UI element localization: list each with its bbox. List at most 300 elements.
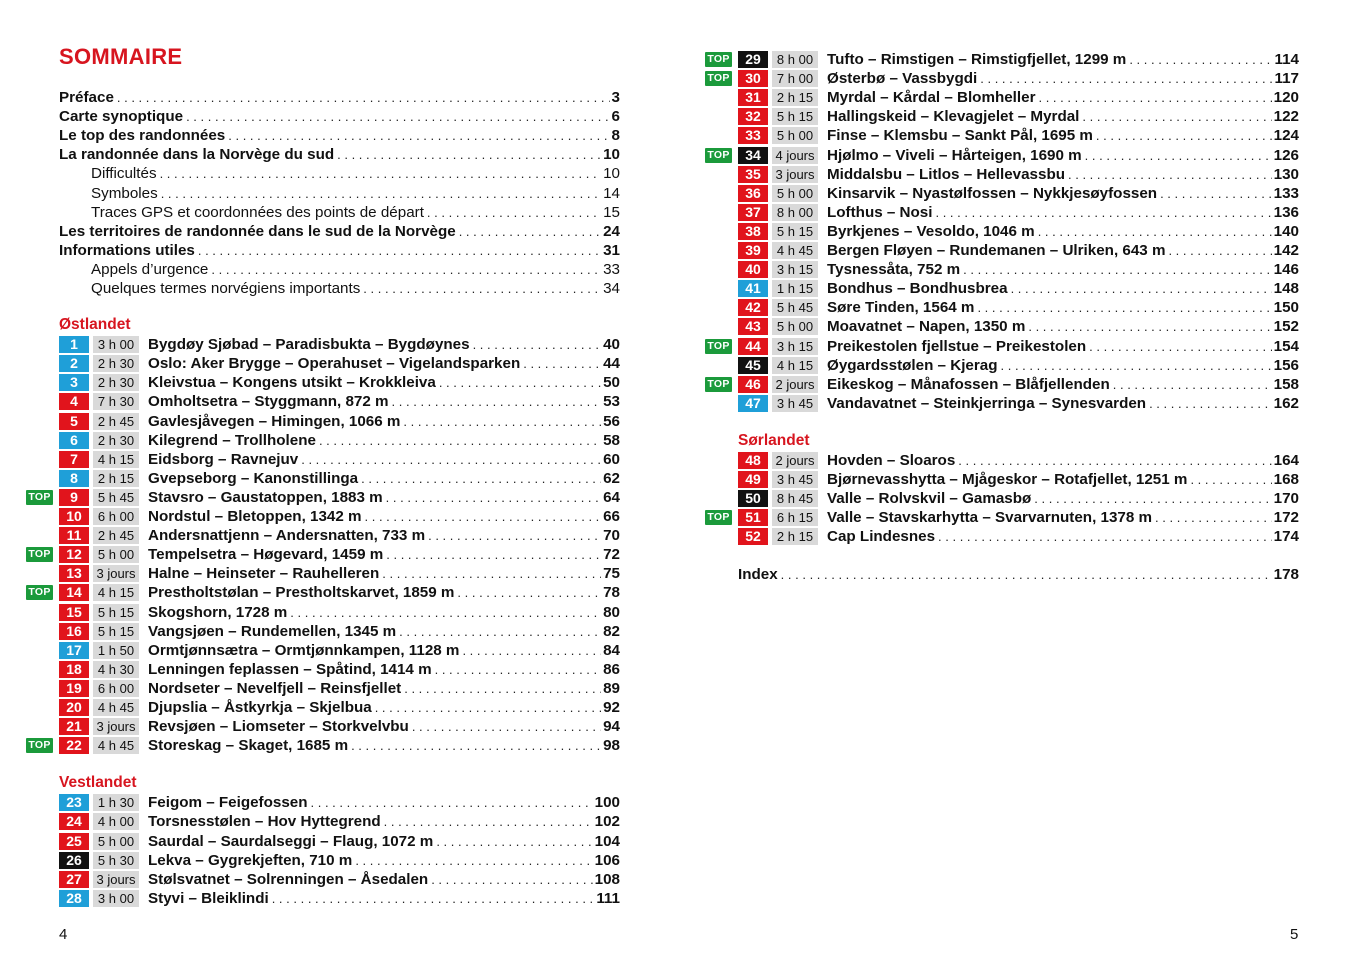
toc-entry-label: Lenningen feplassen – Spåtind, 1414 m [148, 660, 435, 679]
dot-leader [290, 603, 601, 622]
toc-entry-page: 89 [603, 679, 620, 697]
intro-entry[interactable] [91, 164, 620, 183]
route-entry[interactable] [148, 622, 620, 641]
dot-leader [1028, 317, 1271, 336]
toc-entry-label: Myrdal – Kårdal – Blomheller [827, 88, 1038, 107]
toc-entry-page: 154 [1273, 337, 1299, 355]
route-number-badge: 33 [738, 127, 768, 144]
toc-entry-page: 148 [1273, 280, 1299, 298]
toc-entry-page: 66 [603, 508, 620, 525]
route-number-badge: 30 [738, 70, 768, 87]
toc-entry-line [827, 165, 1299, 184]
route-entry[interactable] [827, 508, 1299, 527]
route-entry[interactable] [827, 69, 1299, 88]
route-entry[interactable] [148, 373, 620, 392]
route-duration: 3 h 45 [772, 471, 818, 488]
dot-leader [319, 431, 601, 450]
dot-leader [311, 793, 593, 812]
toc-entry-line [738, 565, 1299, 584]
route-entry[interactable] [148, 793, 620, 812]
toc-entry-page: 24 [603, 222, 620, 240]
toc-entry-page: 8 [611, 127, 620, 145]
toc-entry-page: 44 [603, 355, 620, 373]
dot-leader [781, 565, 1272, 584]
route-number-badge: 36 [738, 185, 768, 202]
dot-leader [392, 392, 602, 411]
route-number-badge: 39 [738, 242, 768, 259]
route-entry[interactable] [148, 832, 620, 851]
route-entry[interactable] [148, 717, 620, 736]
toc-entry-page: 92 [603, 699, 620, 716]
route-entry[interactable] [148, 488, 620, 507]
route-number-badge: 22 [59, 737, 89, 754]
route-duration: 5 h 45 [93, 489, 139, 506]
toc-entry-page: 162 [1273, 394, 1299, 412]
toc-entry-label: Feigom – Feigefossen [148, 793, 311, 812]
toc-entry-page: 72 [603, 546, 620, 564]
toc-entry-line [148, 622, 620, 641]
dot-leader [186, 107, 609, 126]
toc-entry-line [148, 679, 620, 698]
route-entry[interactable] [148, 507, 620, 526]
dot-leader [375, 698, 601, 717]
route-number-badge: 28 [59, 890, 89, 907]
toc-entry-line [148, 526, 620, 545]
toc-entry-label: Les territoires de randonnée dans le sud de la Norvège [59, 222, 459, 241]
route-duration: 8 h 00 [772, 204, 818, 221]
toc-entry-label: Torsnesstølen – Hov Hyttegrend [148, 812, 384, 831]
route-entry[interactable] [148, 545, 620, 564]
toc-entry-line [827, 508, 1299, 527]
toc-entry-label: Symboles [91, 184, 161, 203]
route-number-badge: 2 [59, 355, 89, 372]
top-badge: TOP [705, 339, 732, 354]
toc-entry-line [91, 184, 620, 203]
route-duration: 2 h 30 [93, 355, 139, 372]
route-duration: 2 h 30 [93, 432, 139, 449]
route-entry[interactable] [148, 641, 620, 660]
toc-entry-page: 136 [1273, 203, 1299, 221]
toc-entry-label: Revsjøen – Liomseter – Storkvelvbu [148, 717, 412, 736]
toc-entry-line [827, 375, 1299, 394]
route-entry[interactable] [148, 450, 620, 469]
toc-entry-line [827, 337, 1299, 356]
route-number-badge: 31 [738, 89, 768, 106]
route-entry[interactable] [148, 660, 620, 679]
toc-entry-line [827, 527, 1299, 546]
toc-entry-line [148, 545, 620, 564]
toc-entry-line [148, 335, 620, 354]
route-duration: 4 h 45 [93, 699, 139, 716]
toc-entry-line [827, 489, 1299, 508]
dot-leader [1085, 146, 1272, 165]
route-number-badge: 8 [59, 470, 89, 487]
dot-leader [1034, 489, 1271, 508]
toc-entry-label: Appels d’urgence [91, 260, 211, 279]
toc-entry-line [59, 126, 620, 145]
dot-leader [1068, 165, 1272, 184]
route-entry[interactable] [827, 184, 1299, 203]
route-entry[interactable] [827, 489, 1299, 508]
toc-entry-line [827, 184, 1299, 203]
dot-leader [1001, 356, 1272, 375]
toc-entry-label: Gvepseborg – Kanonstillinga [148, 469, 361, 488]
toc-entry-line [59, 107, 620, 126]
route-duration: 5 h 00 [772, 127, 818, 144]
route-entry[interactable] [827, 203, 1299, 222]
toc-entry-page: 86 [603, 660, 620, 678]
dot-leader [431, 870, 592, 889]
route-number-badge: 23 [59, 794, 89, 811]
toc-entry-line [827, 394, 1299, 413]
dot-leader [198, 241, 601, 260]
route-duration: 1 h 50 [93, 642, 139, 659]
route-duration: 3 h 45 [772, 395, 818, 412]
toc-entry-page: 60 [603, 450, 620, 468]
dot-leader [386, 488, 601, 507]
toc-entry-line [148, 641, 620, 660]
route-number-badge: 45 [738, 357, 768, 374]
route-entry[interactable] [827, 356, 1299, 375]
toc-entry-line [827, 241, 1299, 260]
toc-entry-page: 33 [603, 260, 620, 278]
toc-entry-label: Lofthus – Nosi [827, 203, 935, 222]
intro-entry[interactable] [59, 126, 620, 145]
route-number-badge: 17 [59, 642, 89, 659]
route-duration: 2 h 30 [93, 374, 139, 391]
toc-entry-label: Gavlesjåvegen – Himingen, 1066 m [148, 412, 403, 431]
dot-leader [523, 354, 601, 373]
route-entry[interactable] [148, 698, 620, 717]
toc-entry-line [148, 507, 620, 526]
toc-entry-label: Difficultés [91, 164, 160, 183]
dot-leader [1129, 50, 1272, 69]
dot-leader [211, 260, 601, 279]
toc-entry-page: 94 [603, 718, 620, 736]
toc-entry-label: Cap Lindesnes [827, 527, 938, 546]
route-entry[interactable] [827, 88, 1299, 107]
dot-leader [980, 69, 1272, 88]
route-duration: 5 h 15 [93, 604, 139, 621]
toc-entry-label: Storeskag – Skaget, 1685 m [148, 736, 351, 755]
route-number-badge: 46 [738, 376, 768, 393]
toc-entry-line [827, 222, 1299, 241]
route-duration: 5 h 00 [93, 546, 139, 563]
route-entry[interactable] [827, 375, 1299, 394]
route-entry[interactable] [148, 526, 620, 545]
route-entry[interactable] [148, 354, 620, 373]
route-entry[interactable] [148, 335, 620, 354]
toc-entry-label: Øygardsstølen – Kjerag [827, 356, 1001, 375]
route-entry[interactable] [827, 470, 1299, 489]
toc-entry-page: 146 [1273, 261, 1299, 279]
toc-entry-line [148, 736, 620, 755]
route-duration: 5 h 45 [772, 299, 818, 316]
toc-entry-page: 168 [1273, 471, 1299, 488]
toc-entry-label: Styvi – Bleiklindi [148, 889, 272, 908]
toc-entry-label: Omholtsetra – Styggmann, 872 m [148, 392, 392, 411]
toc-entry-label: Søre Tinden, 1564 m [827, 298, 977, 317]
toc-entry-page: 64 [603, 488, 620, 506]
toc-entry-label: Quelques termes norvégiens importants [91, 279, 363, 298]
intro-entry[interactable] [59, 241, 620, 260]
route-number-badge: 52 [738, 528, 768, 545]
toc-entry-line [827, 203, 1299, 222]
route-entry[interactable] [827, 126, 1299, 145]
route-entry[interactable] [827, 260, 1299, 279]
dot-leader [1038, 88, 1271, 107]
route-entry[interactable] [148, 392, 620, 411]
dot-leader [382, 564, 601, 583]
intro-entry[interactable] [91, 279, 620, 298]
route-duration: 6 h 15 [772, 509, 818, 526]
route-number-badge: 48 [738, 452, 768, 469]
toc-entry-line [827, 470, 1299, 489]
route-entry[interactable] [148, 583, 620, 602]
route-number-badge: 9 [59, 489, 89, 506]
toc-entry-label: Moavatnet – Napen, 1350 m [827, 317, 1028, 336]
dot-leader [435, 660, 602, 679]
toc-entry-page: 75 [603, 565, 620, 583]
route-duration: 4 h 15 [93, 584, 139, 601]
toc-entry-label: Ormtjønnsætra – Ormtjønnkampen, 1128 m [148, 641, 462, 660]
route-number-badge: 26 [59, 852, 89, 869]
toc-entry-page: 80 [603, 603, 620, 621]
toc-entry-line [827, 356, 1299, 375]
route-number-badge: 25 [59, 833, 89, 850]
route-duration: 3 h 15 [772, 261, 818, 278]
toc-entry-line [148, 832, 620, 851]
route-entry[interactable] [827, 222, 1299, 241]
toc-entry-line [148, 488, 620, 507]
dot-leader [977, 298, 1271, 317]
toc-entry-line [148, 698, 620, 717]
toc-entry-page: 142 [1273, 242, 1299, 259]
route-entry[interactable] [148, 412, 620, 431]
toc-entry-line [148, 889, 620, 908]
toc-entry-line [827, 146, 1299, 165]
page-number-right: 5 [1290, 926, 1299, 943]
dot-leader [384, 812, 593, 831]
route-entry[interactable] [827, 394, 1299, 413]
toc-entry-label: Kinsarvik – Nyastølfossen – Nykkjesøyfossen [827, 184, 1160, 203]
intro-entry[interactable] [91, 203, 620, 222]
route-duration: 4 h 00 [93, 813, 139, 830]
route-duration: 4 jours [772, 147, 818, 164]
dot-leader [403, 412, 601, 431]
toc-entry-line [148, 564, 620, 583]
toc-entry-label: Saurdal – Saurdalseggi – Flaug, 1072 m [148, 832, 436, 851]
toc-entry-page: 120 [1273, 89, 1299, 107]
toc-entry-label: Halne – Heinseter – Rauhelleren [148, 564, 382, 583]
dot-leader [1149, 394, 1272, 413]
toc-entry-page: 34 [603, 280, 620, 297]
dot-leader [459, 222, 601, 241]
route-number-badge: 50 [738, 490, 768, 507]
route-entry[interactable] [827, 317, 1299, 336]
route-number-badge: 38 [738, 223, 768, 240]
route-duration: 8 h 00 [772, 51, 818, 68]
route-entry[interactable] [148, 603, 620, 622]
toc-entry-label: La randonnée dans la Norvège du sud [59, 145, 337, 164]
route-number-badge: 13 [59, 565, 89, 582]
route-duration: 5 h 00 [93, 833, 139, 850]
dot-leader [386, 545, 601, 564]
toc-entry-page: 6 [611, 108, 620, 126]
route-duration: 4 h 30 [93, 661, 139, 678]
route-duration: 5 h 00 [772, 185, 818, 202]
dot-leader [301, 450, 601, 469]
dot-leader [117, 88, 610, 107]
route-number-badge: 19 [59, 680, 89, 697]
route-number-badge: 18 [59, 661, 89, 678]
toc-entry-line [148, 354, 620, 373]
toc-entry-line [148, 603, 620, 622]
route-entry[interactable] [148, 851, 620, 870]
route-entry[interactable] [827, 107, 1299, 126]
section-heading: Østlandet [59, 316, 131, 334]
toc-entry-page: 150 [1273, 299, 1299, 317]
toc-entry-label: Middalsbu – Litlos – Hellevassbu [827, 165, 1068, 184]
left-page [0, 0, 679, 969]
toc-entry-label: Nordstul – Bletoppen, 1342 m [148, 507, 365, 526]
route-number-badge: 41 [738, 280, 768, 297]
dot-leader [365, 507, 602, 526]
toc-entry-label: Kilegrend – Trollholene [148, 431, 319, 450]
toc-entry-label: Kleivstua – Kongens utsikt – Krokkleiva [148, 373, 439, 392]
intro-entry[interactable] [91, 260, 620, 279]
dot-leader [439, 373, 601, 392]
intro-entry[interactable] [59, 145, 620, 164]
page-number-left: 4 [59, 926, 68, 943]
toc-entry-line [59, 222, 620, 241]
toc-entry-line [59, 145, 620, 164]
toc-entry-page: 104 [594, 832, 620, 850]
toc-entry-label: Skogshorn, 1728 m [148, 603, 290, 622]
route-number-badge: 7 [59, 451, 89, 468]
toc-entry-line [91, 164, 620, 183]
toc-entry-line [148, 717, 620, 736]
toc-entry-line [91, 260, 620, 279]
toc-entry-label: Stavsro – Gaustatoppen, 1883 m [148, 488, 386, 507]
route-entry[interactable] [827, 241, 1299, 260]
route-entry[interactable] [827, 146, 1299, 165]
route-entry[interactable] [148, 736, 620, 755]
route-entry[interactable] [827, 451, 1299, 470]
toc-entry-label: Oslo: Aker Brygge – Operahuset – Vigelandsparken [148, 354, 523, 373]
toc-entry-label: Nordseter – Nevelfjell – Reinsfjellet [148, 679, 404, 698]
top-badge: TOP [705, 52, 732, 67]
dot-leader [404, 679, 601, 698]
toc-entry-page: 84 [603, 641, 620, 659]
intro-entry[interactable] [91, 184, 620, 203]
route-entry[interactable] [148, 469, 620, 488]
toc-entry-label: Valle – Rolvskvil – Gamasbø [827, 489, 1034, 508]
dot-leader [355, 851, 592, 870]
top-badge: TOP [26, 738, 53, 753]
route-number-badge: 44 [738, 338, 768, 355]
route-entry[interactable] [148, 889, 620, 908]
toc-entry-page: 58 [603, 431, 620, 449]
toc-entry-page: 78 [603, 584, 620, 602]
route-number-badge: 15 [59, 604, 89, 621]
toc-entry-line [827, 279, 1299, 298]
dot-leader [363, 279, 601, 298]
route-duration: 4 h 45 [772, 242, 818, 259]
toc-entry-line [148, 431, 620, 450]
dot-leader [361, 469, 601, 488]
dot-leader [1190, 470, 1271, 489]
toc-entry-line [827, 69, 1299, 88]
dot-leader [457, 583, 601, 602]
route-duration: 5 h 00 [772, 318, 818, 335]
route-duration: 3 h 00 [93, 890, 139, 907]
toc-entry-label: Tysnessåta, 752 m [827, 260, 963, 279]
toc-entry-line [827, 88, 1299, 107]
toc-entry-page: 50 [603, 374, 620, 392]
route-entry[interactable] [827, 298, 1299, 317]
route-number-badge: 49 [738, 471, 768, 488]
dot-leader [272, 889, 595, 908]
route-entry[interactable] [148, 679, 620, 698]
route-duration: 3 jours [93, 565, 139, 582]
route-entry[interactable] [148, 431, 620, 450]
intro-entry[interactable] [59, 107, 620, 126]
index-entry[interactable] [738, 565, 1299, 584]
route-duration: 2 h 15 [93, 470, 139, 487]
intro-entry[interactable] [59, 88, 620, 107]
toc-entry-label: Preikestolen fjellstue – Preikestolen [827, 337, 1089, 356]
toc-entry-label: Finse – Klemsbu – Sankt Pål, 1695 m [827, 126, 1096, 145]
toc-entry-line [148, 660, 620, 679]
route-entry[interactable] [148, 870, 620, 889]
route-entry[interactable] [148, 564, 620, 583]
toc-entry-page: 178 [1273, 566, 1299, 584]
route-entry[interactable] [827, 165, 1299, 184]
route-entry[interactable] [148, 812, 620, 831]
route-duration: 4 h 45 [93, 737, 139, 754]
route-entry[interactable] [827, 279, 1299, 298]
route-entry[interactable] [827, 337, 1299, 356]
toc-entry-page: 114 [1274, 51, 1299, 68]
route-duration: 4 h 15 [93, 451, 139, 468]
dot-leader [160, 164, 602, 183]
route-duration: 7 h 00 [772, 70, 818, 87]
route-duration: 3 jours [772, 166, 818, 183]
toc-entry-line [827, 298, 1299, 317]
route-duration: 8 h 45 [772, 490, 818, 507]
toc-entry-page: 111 [596, 889, 620, 907]
route-entry[interactable] [827, 50, 1299, 69]
route-duration: 5 h 30 [93, 852, 139, 869]
dot-leader [1089, 337, 1272, 356]
toc-entry-label: Carte synoptique [59, 107, 186, 126]
toc-entry-page: 106 [594, 851, 620, 869]
route-duration: 2 h 45 [93, 527, 139, 544]
route-duration: 1 h 15 [772, 280, 818, 297]
route-number-badge: 51 [738, 509, 768, 526]
dot-leader [351, 736, 601, 755]
top-badge: TOP [26, 585, 53, 600]
toc-entry-label: Stølsvatnet – Solrenningen – Åsedalen [148, 870, 431, 889]
toc-entry-page: 140 [1273, 222, 1299, 240]
route-duration: 2 jours [772, 452, 818, 469]
intro-entry[interactable] [59, 222, 620, 241]
toc-entry-line [148, 373, 620, 392]
route-number-badge: 27 [59, 871, 89, 888]
toc-entry-page: 40 [603, 336, 620, 354]
route-entry[interactable] [827, 527, 1299, 546]
